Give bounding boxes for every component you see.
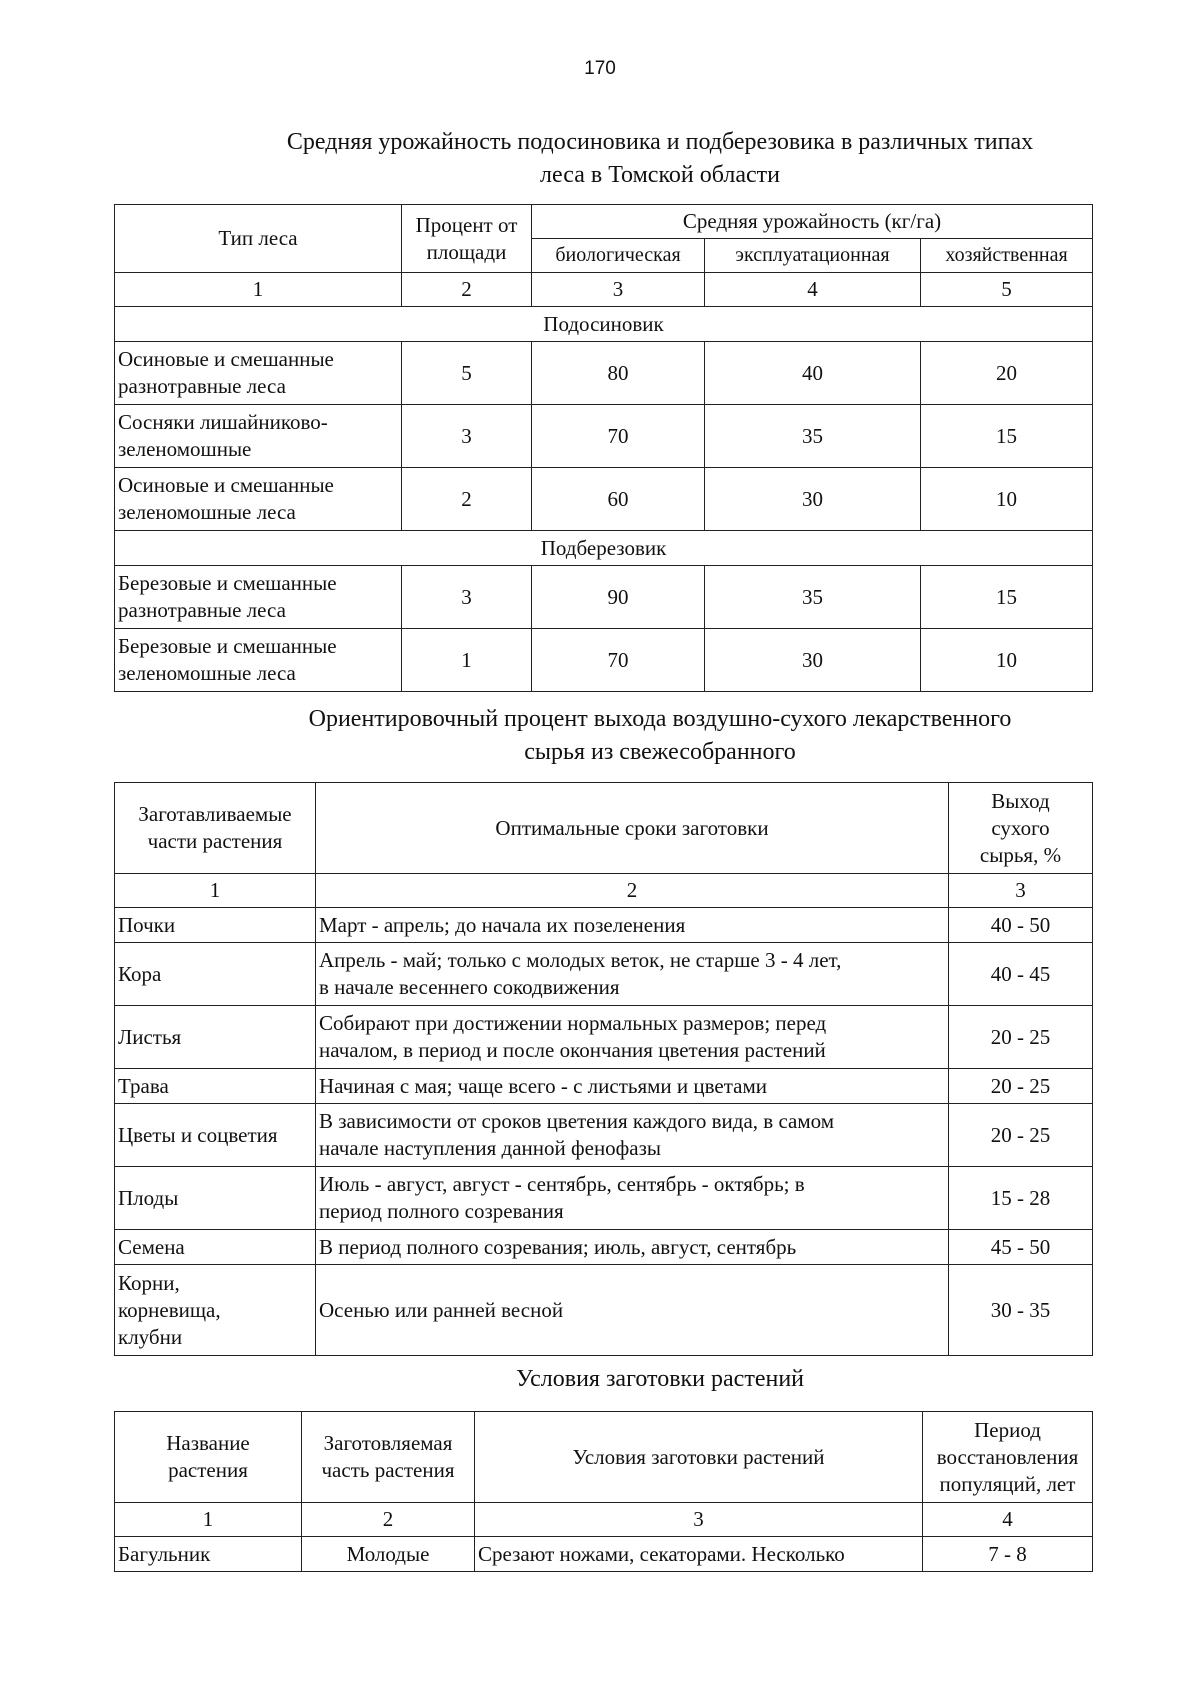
table-row	[115, 1006, 1093, 1069]
econ-cell: 15	[921, 405, 1093, 468]
yield-cell: 40 - 45	[949, 943, 1093, 1006]
table2-header-row	[115, 783, 1093, 874]
header-optimal-terms: Оптимальные сроки заготовки	[316, 783, 949, 874]
col-number: 3	[475, 1503, 923, 1537]
term-line1: Собирают при достижении нормальных размеров; перед	[319, 1011, 827, 1035]
yield-cell: 15 - 28	[949, 1167, 1093, 1230]
term-line1: Июль - август, август - сентябрь, сентябрь - октябрь; в	[319, 1172, 805, 1196]
header-period-line2: восстановления	[936, 1444, 1079, 1469]
table-row	[115, 943, 1093, 1006]
col-number: 3	[532, 273, 705, 307]
header-yield-line3: сырья, %	[979, 842, 1062, 867]
yield-table	[114, 204, 1093, 692]
table-row	[115, 1167, 1093, 1230]
header-yield-line1: Выход	[991, 788, 1050, 813]
harvested-part-cell: Молодые	[302, 1537, 475, 1572]
table2-title-line1: Ориентировочный процент выхода воздушно-сухого лекарственного	[308, 706, 1012, 732]
term-cell	[316, 1230, 949, 1265]
table2-title-line2: сырья из свежесобранного	[524, 739, 796, 765]
bio-cell: 60	[532, 468, 705, 531]
term-cell	[316, 1069, 949, 1104]
header-name-line1: Название	[166, 1431, 250, 1455]
header-period-line3: популяций, лет	[939, 1471, 1076, 1496]
yield-cell: 40 - 50	[949, 908, 1093, 943]
forest-type-line2: зеленомошные	[118, 437, 252, 461]
table3-title: Условия заготовки растений	[516, 1366, 804, 1392]
header-biological: биологическая	[532, 239, 705, 273]
table-row	[115, 908, 1093, 943]
section-podosinovik: Подосиновик	[115, 307, 1093, 342]
table3-header-row	[115, 1412, 1093, 1503]
header-harvest-conditions: Условия заготовки растений	[475, 1412, 923, 1503]
header-part-line2: часть растения	[321, 1458, 455, 1482]
expl-cell: 30	[705, 629, 921, 692]
table-row	[115, 629, 1093, 692]
table1-title-line2: леса в Томской области	[540, 162, 780, 188]
col-number: 1	[115, 874, 316, 908]
forest-type-line1: Березовые и смешанные	[118, 634, 337, 658]
term-line2: начале наступления данной фенофазы	[319, 1136, 662, 1160]
table-row	[115, 566, 1093, 629]
forest-type-cell	[115, 405, 402, 468]
table1-header-row	[115, 205, 1093, 239]
header-percent-line2: площади	[426, 239, 507, 264]
forest-type-line1: Сосняки лишайниково-	[118, 410, 328, 434]
plant-part-cell: Листья	[115, 1006, 316, 1069]
bio-cell: 90	[532, 566, 705, 629]
percent-cell: 1	[402, 629, 532, 692]
section-row	[115, 531, 1093, 566]
yield-cell: 20 - 25	[949, 1069, 1093, 1104]
forest-type-line2: разнотравные леса	[118, 374, 286, 398]
yield-cell: 20 - 25	[949, 1006, 1093, 1069]
header-part-line1: Заготовляемая	[323, 1431, 453, 1455]
forest-type-cell	[115, 342, 402, 405]
yield-cell: 45 - 50	[949, 1230, 1093, 1265]
table-row	[115, 342, 1093, 405]
expl-cell: 40	[705, 342, 921, 405]
col-number: 1	[115, 1503, 302, 1537]
table-row	[115, 1265, 1093, 1356]
term-cell	[316, 943, 949, 1006]
forest-type-cell	[115, 566, 402, 629]
section-podberezovik: Подберезовик	[115, 531, 1093, 566]
section-row	[115, 307, 1093, 342]
col-number: 2	[402, 273, 532, 307]
forest-type-line2: зеленомошные леса	[118, 661, 296, 685]
percent-cell: 5	[402, 342, 532, 405]
forest-type-line2: разнотравные леса	[118, 598, 286, 622]
econ-cell: 10	[921, 629, 1093, 692]
plant-part-line2: корневища,	[118, 1297, 221, 1322]
plant-part-cell	[115, 1265, 316, 1356]
header-plant-parts	[115, 783, 316, 874]
col-number: 1	[115, 273, 402, 307]
col-number: 4	[923, 1503, 1093, 1537]
plant-part-line3: клубни	[118, 1324, 183, 1349]
term-line1: Апрель - май; только с молодых веток, не старше 3 - 4 лет,	[319, 948, 842, 972]
plant-part-cell: Цветы и соцветия	[115, 1104, 316, 1167]
table-row	[115, 468, 1093, 531]
plant-part-cell: Кора	[115, 943, 316, 1006]
expl-cell: 35	[705, 405, 921, 468]
col-number: 5	[921, 273, 1093, 307]
yield-cell: 30 - 35	[949, 1265, 1093, 1356]
plant-part-cell: Почки	[115, 908, 316, 943]
table-row	[115, 405, 1093, 468]
term-line1: Март - апрель; до начала их позеленения	[319, 912, 686, 937]
bio-cell: 80	[532, 342, 705, 405]
forest-type-cell	[115, 468, 402, 531]
term-line1: В зависимости от сроков цветения каждого вида, в самом	[319, 1109, 835, 1133]
table3-col-numbers	[115, 1503, 1093, 1537]
table-row	[115, 1230, 1093, 1265]
col-number: 4	[705, 273, 921, 307]
forest-type-line1: Осиновые и смешанные	[118, 347, 334, 371]
header-exploitation: эксплуатационная	[705, 239, 921, 273]
plant-part-cell: Плоды	[115, 1167, 316, 1230]
table1-title	[160, 126, 1160, 192]
header-parts-line1: Заготавливаемые	[138, 802, 292, 826]
percent-cell: 2	[402, 468, 532, 531]
plant-part-cell: Семена	[115, 1230, 316, 1265]
expl-cell: 30	[705, 468, 921, 531]
term-line1: В период полного созревания; июль, август, сентябрь	[319, 1234, 797, 1259]
header-parts-line2: части растения	[147, 829, 283, 853]
header-period-line1: Период	[974, 1417, 1041, 1442]
yield-cell: 20 - 25	[949, 1104, 1093, 1167]
header-economic: хозяйственная	[921, 239, 1093, 273]
plant-name-cell: Багульник	[115, 1537, 302, 1572]
header-dry-yield	[949, 783, 1093, 874]
header-percent	[402, 205, 532, 273]
bio-cell: 70	[532, 405, 705, 468]
col-number: 2	[302, 1503, 475, 1537]
col-number: 3	[949, 874, 1093, 908]
forest-type-line1: Березовые и смешанные	[118, 571, 337, 595]
plant-part-line1: Корни,	[118, 1270, 180, 1295]
percent-cell: 3	[402, 405, 532, 468]
recovery-period-cell: 7 - 8	[923, 1537, 1093, 1572]
header-name-line2: растения	[168, 1458, 248, 1482]
econ-cell: 10	[921, 468, 1093, 531]
col-number: 2	[316, 874, 949, 908]
header-percent-line1: Процент от	[415, 212, 518, 237]
header-forest-type: Тип леса	[115, 205, 402, 273]
forest-type-line1: Осиновые и смешанные	[118, 473, 334, 497]
plant-part-cell: Трава	[115, 1069, 316, 1104]
term-cell	[316, 1167, 949, 1230]
term-line2: период полного созревания	[319, 1199, 564, 1223]
term-cell	[316, 1104, 949, 1167]
table2-col-numbers	[115, 874, 1093, 908]
table-row	[115, 1104, 1093, 1167]
header-harvested-part	[302, 1412, 475, 1503]
dry-yield-table	[114, 782, 1093, 1356]
econ-cell: 20	[921, 342, 1093, 405]
econ-cell: 15	[921, 566, 1093, 629]
term-line2: в начале весеннего сокодвижения	[319, 975, 620, 999]
header-average-yield: Средняя урожайность (кг/га)	[532, 205, 1093, 239]
forest-type-cell	[115, 629, 402, 692]
term-line1: Начиная с мая; чаще всего - с листьями и цветами	[319, 1073, 768, 1098]
harvest-conditions-table	[114, 1411, 1093, 1572]
table2-title	[160, 703, 1160, 769]
bio-cell: 70	[532, 629, 705, 692]
expl-cell: 35	[705, 566, 921, 629]
term-cell	[316, 908, 949, 943]
term-cell: Осенью или ранней весной	[316, 1265, 949, 1356]
header-recovery-period	[923, 1412, 1093, 1503]
header-plant-name	[115, 1412, 302, 1503]
header-yield-line2: сухого	[991, 815, 1050, 840]
term-cell	[316, 1006, 949, 1069]
conditions-cell: Срезают ножами, секаторами. Несколько	[475, 1537, 923, 1572]
table-row	[115, 1537, 1093, 1572]
forest-type-line2: зеленомошные леса	[118, 500, 296, 524]
percent-cell: 3	[402, 566, 532, 629]
term-line2: началом, в период и после окончания цветения растений	[319, 1038, 826, 1062]
table1-col-numbers	[115, 273, 1093, 307]
page-number: 170	[584, 58, 616, 79]
table1-title-line1: Средняя урожайность подосиновика и подберезовика в различных типах	[286, 129, 1034, 155]
table-row	[115, 1069, 1093, 1104]
